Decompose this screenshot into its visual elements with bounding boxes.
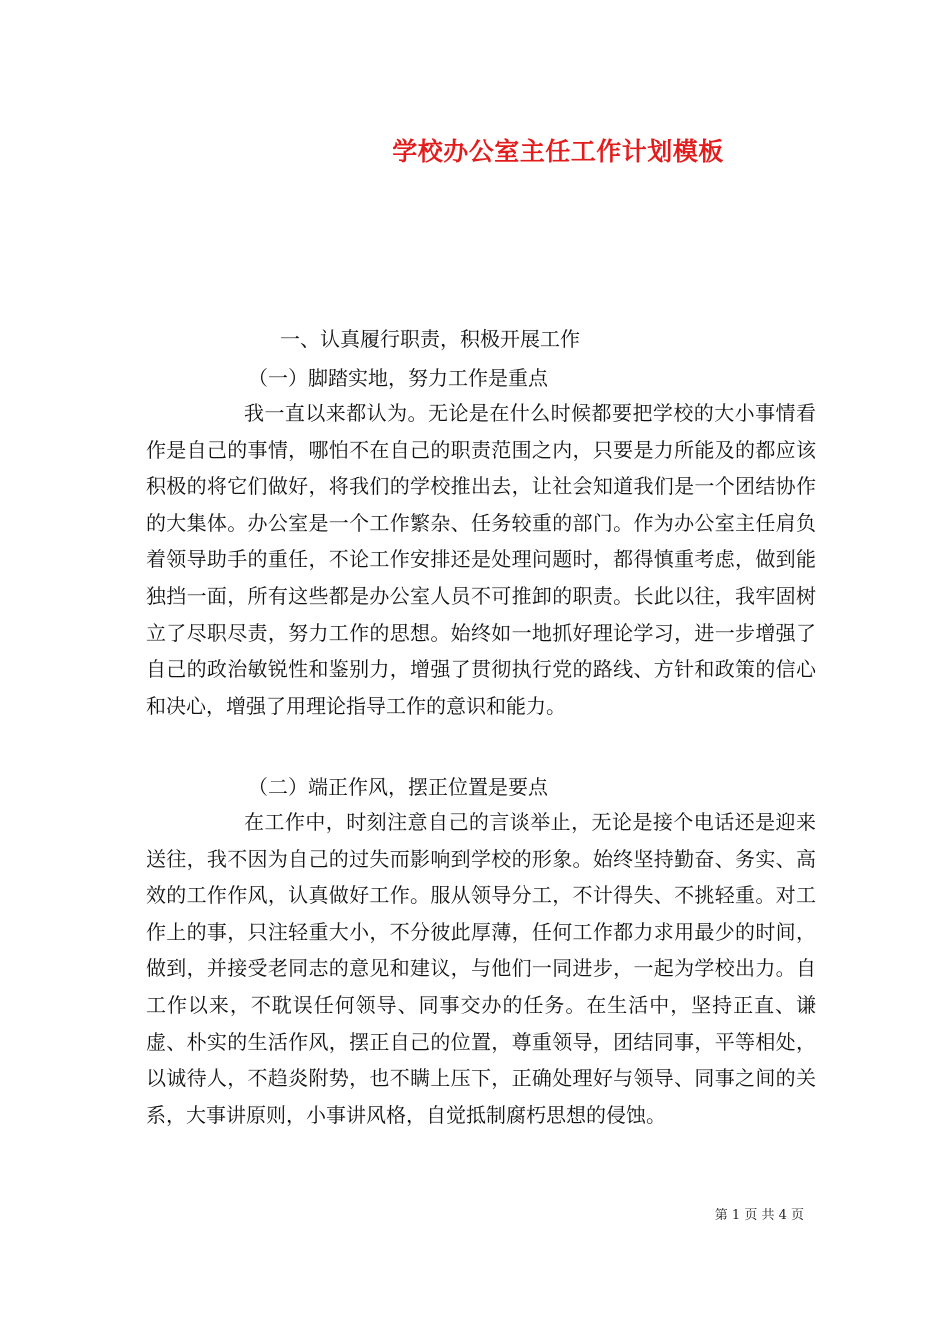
document-title: 学校办公室主任工作计划模板 xyxy=(392,137,724,166)
subsection-heading-2: （二）端正作风，摆正位置是要点 xyxy=(248,775,548,799)
subsection-heading-1: （一）脚踏实地，努力工作是重点 xyxy=(248,366,548,390)
page-number-footer: 第 1 页 共 4 页 xyxy=(714,1208,804,1223)
section-heading-1: 一、认真履行职责，积极开展工作 xyxy=(280,327,580,351)
paragraph-2: 在工作中，时刻注意自己的言谈举止，无论是接个电话还是迎来送往，我不因为自己的过失而影响到学校的形象。始终坚持勤奋、务实、高效的工作作风，认真做好工作。服从领导分工，不计得失、不挑轻重。对工作上的事，只注轻重大小，不分彼此厚薄，任何工作都力求用最少的时间，做到，并接受老同志的意见和建议，与他们一同进步，一起为学校出力。自工作以来，不耽误任何领导、同事交办的任务。在生活中，坚持正直、谦虚、朴实的生活作风，摆正自己的位置，尊重领导，团结同事，平等相处，以诚待人，不趋炎附势，也不瞒上压下，正确处理好与领导、同事之间的关系，大事讲原则，小事讲风格，自觉抵制腐朽思想的侵蚀。 xyxy=(146,810,816,1127)
paragraph-1: 我一直以来都认为。无论是在什么时候都要把学校的大小事情看作是自己的事情，哪怕不在自己的职责范围之内，只要是力所能及的都应该积极的将它们做好，将我们的学校推出去，让社会知道我们是一个团结协作的大集体。办公室是一个工作繁杂、任务较重的部门。作为办公室主任肩负着领导助手的重任，不论工作安排还是处理问题时，都得慎重考虑，做到能独挡一面，所有这些都是办公室人员不可推卸的职责。长此以往，我牢固树立了尽职尽责，努力工作的思想。始终如一地抓好理论学习，进一步增强了自己的政治敏锐性和鉴别力，增强了贯彻执行党的路线、方针和政策的信心和决心，增强了用理论指导工作的意识和能力。 xyxy=(146,401,816,718)
